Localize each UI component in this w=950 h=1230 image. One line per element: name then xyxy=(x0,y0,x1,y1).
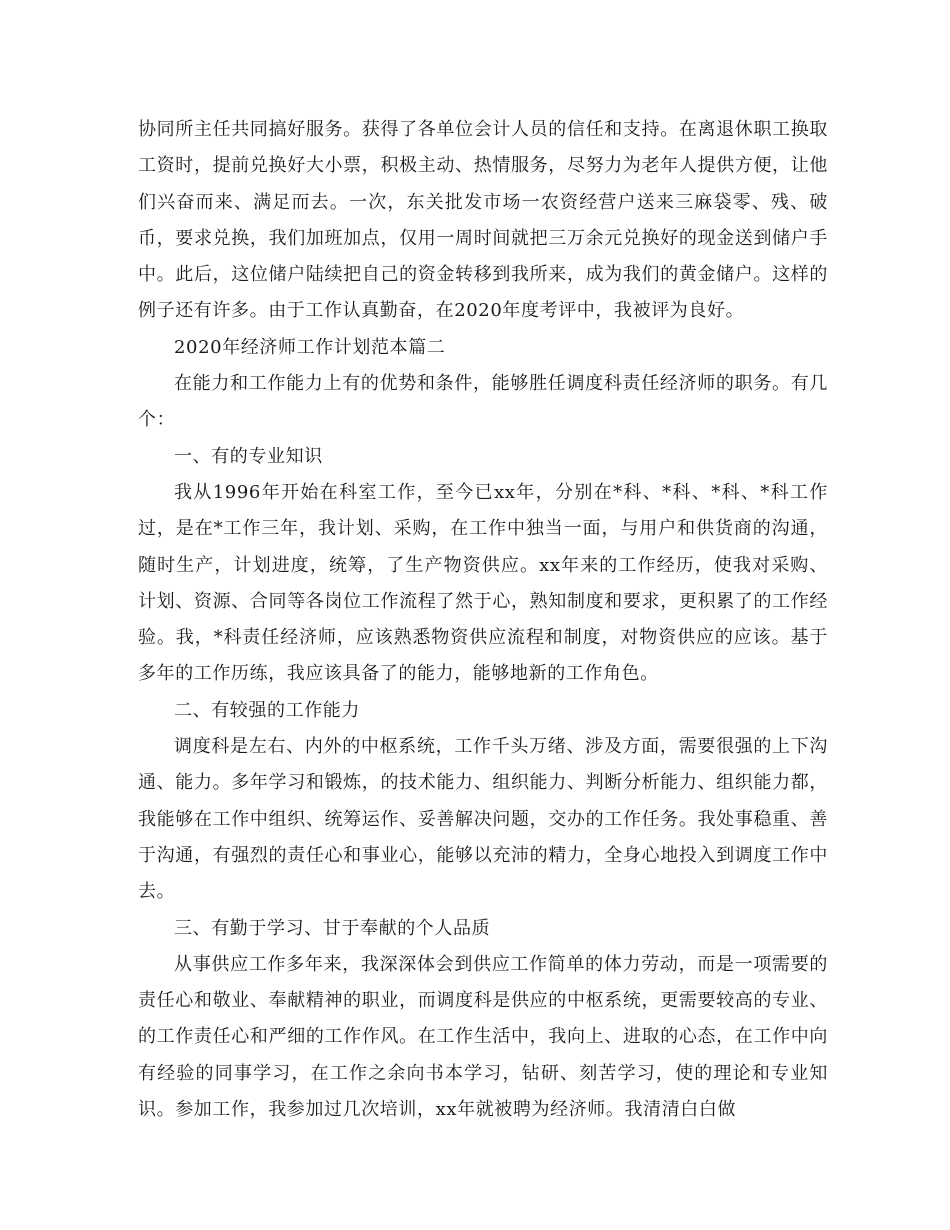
paragraph-dedication: 从事供应工作多年来，我深深体会到供应工作简单的体力劳动，而是一项需要的责任心和敬业、奉献精神的职业，而调度科是供应的中枢系统，更需要较高的专业、的工作责任心和严细的工作作风。在工作生活中，我向上、进取的心态，在工作中向有经验的同事学习，在工作之余向书本学习，钻研、刻苦学习，使的理论和专业知识。参加工作，我参加过几次培训，xx年就被聘为经济师。我清清白白做 xyxy=(138,953,828,1121)
paragraph-dispatch-role: 调度科是左右、内外的中枢系统，工作千头万绪、涉及方面，需要很强的上下沟通、能力。多年学习和锻炼，的技术能力、组织能力、判断分析能力、组织能力都，我能够在工作中组织、统筹运作、妥善解决问题，交办的工作任务。我处事稳重、善于沟通，有强烈的责任心和事业心，能够以充沛的精力，全身心地投入到调度工作中去。 xyxy=(138,736,828,903)
document-body xyxy=(138,112,828,1128)
paragraph-service-narrative: 协同所主任共同搞好服务。获得了各单位会计人员的信任和支持。在离退休职工换取工资时，提前兑换好大小票，积极主动、热情服务，尽努力为老年人提供方便，让他们兴奋而来、满足而去。一次，东关批发市场一农资经营户送来三麻袋零、残、破币，要求兑换，我们加班加点，仅用一周时间就把三万余元兑换好的现金送到储户手中。此后，这位储户陆续把自己的资金转移到我所来，成为我们的黄金储户。这样的例子还有许多。由于工作认真勤奋，在2020年度考评中，我被评为良好。 xyxy=(138,119,828,322)
heading-personal-quality: 三、有勤于学习、甘于奉献的个人品质 xyxy=(174,917,491,939)
paragraph-work-history: 我从1996年开始在科室工作，至今已xx年，分别在*科、*科、*科、*科工作过，是在*工作三年，我计划、采购，在工作中独当一面，与用户和供货商的沟通，随时生产，计划进度，统筹，了生产物资供应。xx年来的工作经历，使我对采购、计划、资源、合同等各岗位工作流程了然于心，熟知制度和要求，更积累了的工作经验。我，*科责任经济师，应该熟悉物资供应流程和制度，对物资供应的应该。基于多年的工作历练，我应该具备了的能力，能够地新的工作角色。 xyxy=(138,481,828,685)
section-title: 2020年经济师工作计划范本篇二 xyxy=(174,336,446,358)
paragraph-intro: 在能力和工作能力上有的优势和条件，能够胜任调度科责任经济师的职务。有几个： xyxy=(138,373,828,431)
heading-professional-knowledge: 一、有的专业知识 xyxy=(174,445,323,467)
heading-work-ability: 二、有较强的工作能力 xyxy=(174,699,360,721)
